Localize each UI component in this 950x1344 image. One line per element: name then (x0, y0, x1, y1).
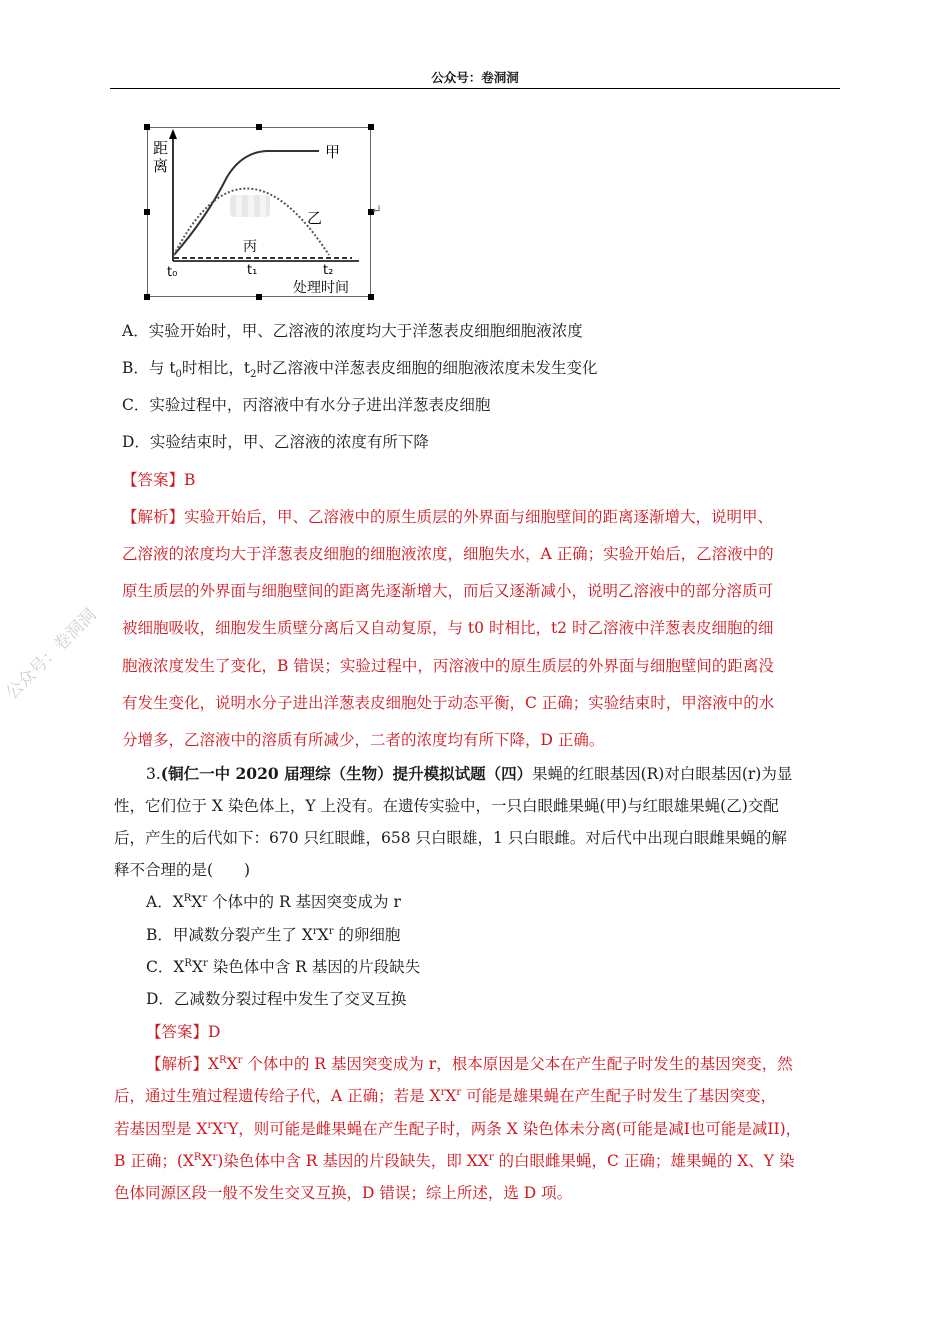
q2-analysis-line-1: 【解析】实验开始后，甲、乙溶液中的原生质层的外界面与细胞壁间的距离逐渐增大，说明甲、 (122, 508, 774, 526)
curve-label-yi: 乙 (307, 209, 323, 227)
x-tick-t1: t₁ (247, 263, 258, 278)
q2-analysis-line-4: 被细胞吸收，细胞发生质壁分离后又自动复原，与 t0 时相比，t2 时乙溶液中洋葱表皮细胞的细 (122, 619, 774, 637)
q2-option-b-sub2: 2 (250, 369, 257, 381)
watermark: 公众号：卷洞洞 (2, 605, 101, 704)
q2-analysis-line-6: 有发生变化，说明水分子进出洋葱表皮细胞处于动态平衡，C 正确；实验结束时，甲溶液中的水 (122, 694, 775, 712)
q2-analysis-line-5: 胞液浓度发生了变化，B 错误；实验过程中，丙溶液中的原生质层的外界面与细胞壁间的距离没 (122, 657, 774, 675)
q3-stem-text-1: 果蝇的红眼基因(R)对白眼基因(r)为显 (532, 765, 793, 783)
q2-option-c: C．实验过程中，丙溶液中有水分子进出洋葱表皮细胞 (122, 396, 491, 414)
q3-option-b: B．甲减数分裂产生了 $X^rX^r$ 的卵细胞 (146, 925, 401, 944)
q3-analysis-line-3: 若基因型是 $X^rX^rY$，则可能是雌果蝇在产生配子时，两条 X 染色体未分离(可能是减I也可能是减II)， (114, 1119, 802, 1138)
q2-analysis-line-3: 原生质层的外界面与细胞壁间的距离先逐渐增大，而后又逐渐减小，说明乙溶液中的部分溶质可 (122, 582, 774, 600)
q3-analysis-line-1: 【解析】$X^RX^r$ 个体中的 R 基因突变成为 r，根本原因是父本在产生配子时发生的基因突变，然 (146, 1054, 793, 1073)
q3-analysis-line-2: 后，通过生殖过程遗传给子代，A 正确；若是 $X^rX^r$ 可能是雄果蝇在产生配子时发生了基因突变， (114, 1086, 777, 1105)
q2-option-b (122, 357, 598, 379)
y-label-1: 距 (153, 139, 169, 157)
x-axis-label: 处理时间 (293, 280, 349, 296)
resize-handle-n[interactable] (256, 124, 262, 130)
q3-option-c: C．$X^RX^r$ 染色体中含 R 基因的片段缺失 (146, 957, 421, 976)
q2-option-b-part3: 时乙溶液中洋葱表皮细胞的细胞液浓度未发生变化 (256, 359, 598, 377)
header-rule (110, 88, 840, 89)
resize-handle-nw[interactable] (144, 124, 150, 130)
curve-label-jia: 甲 (325, 143, 341, 161)
resize-handle-se[interactable] (368, 294, 374, 300)
q2-analysis-line-2: 乙溶液的浓度均大于洋葱表皮细胞的细胞液浓度，细胞失水，A 正确；实验开始后，乙溶液中的 (122, 545, 774, 563)
resize-handle-ne[interactable] (368, 124, 374, 130)
x-tick-t2: t₂ (323, 263, 334, 278)
blurred-region (230, 195, 270, 217)
q2-analysis-line-7: 分增多，乙溶液中的溶质有所减少，二者的浓度均有所下降，D 正确。 (122, 731, 605, 749)
q3-stem-line-4: 释不合理的是( ) (114, 861, 251, 879)
q3-answer: 【答案】D (146, 1023, 221, 1041)
paragraph-return-mark: ↵ (371, 203, 382, 218)
resize-handle-w[interactable] (144, 209, 150, 215)
q2-option-b-part1: B．与 t (122, 359, 176, 377)
q3-analysis-line-5: 色体同源区段一般不发生交叉互换，D 错误；综上所述，选 D 项。 (114, 1184, 573, 1202)
q2-option-b-sub1: 0 (175, 369, 182, 381)
q3-option-a: A．$X^RX^r$ 个体中的 R 基因突变成为 r (146, 892, 401, 911)
resize-handle-s[interactable] (256, 294, 262, 300)
q3-stem-line-3: 后，产生的后代如下：670 只红眼雌，658 只白眼雄，1 只白眼雌。对后代中出现白眼雌果蝇的解 (114, 829, 787, 847)
q3-option-d: D．乙减数分裂过程中发生了交叉互换 (146, 990, 407, 1008)
q3-stem-line-2: 性，它们位于 X 染色体上，Y 上没有。在遗传实验中，一只白眼雌果蝇(甲)与红眼雄果蝇(乙)交配 (114, 797, 779, 815)
q2-option-a: A．实验开始时，甲、乙溶液的浓度均大于洋葱表皮细胞细胞液浓度 (122, 322, 583, 340)
q3-analysis-line-4: B 正确；$(X^RX^r)$染色体中含 R 基因的片段缺失，即 $XX^r$ 的白眼雌果蝇，C 正确；雄果蝇的 X、Y 染 (114, 1151, 795, 1170)
resize-handle-sw[interactable] (144, 294, 150, 300)
q2-option-b-part2: 时相比，t (181, 359, 251, 377)
curve-label-bing: 丙 (243, 239, 257, 255)
y-label-2: 离 (153, 157, 169, 175)
q3-source: (铜仁一中 2020 届理综（生物）提升模拟试题（四） (160, 764, 533, 783)
x-tick-t0: t₀ (167, 265, 178, 280)
q3-stem-line-1 (146, 763, 792, 785)
q3-number: 3. (146, 765, 161, 783)
page-header: 公众号：卷洞洞 (431, 70, 519, 85)
q2-answer: 【答案】B (122, 471, 196, 489)
q2-option-d: D．实验结束时，甲、乙溶液的浓度有所下降 (122, 433, 429, 451)
